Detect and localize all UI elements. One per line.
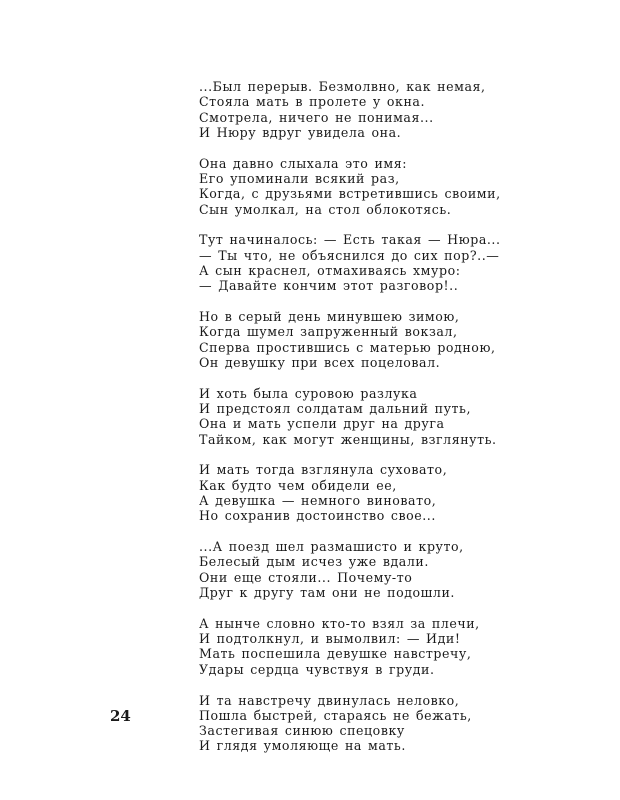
poem-line: Его упоминали всякий раз, <box>199 170 400 186</box>
poem-body <box>199 79 529 769</box>
poem-line: Смотрела, ничего не понимая... <box>199 109 434 125</box>
poem-line: Он девушку при всех поцеловал. <box>199 354 441 370</box>
stanza-2 <box>199 156 529 217</box>
stanza-9 <box>199 693 529 754</box>
poem-line: Удары сердца чувствуя в груди. <box>199 661 435 677</box>
poem-line: Они еще стояли... Почему-то <box>199 569 413 585</box>
poem-line: Но в серый день минувшею зимою, <box>199 309 460 325</box>
poem-line: А девушка — немного виновато, <box>199 493 437 509</box>
stanza-3 <box>199 232 529 293</box>
poem-line: Застегивая синюю спецовку <box>199 723 405 739</box>
poem-line: Как будто чем обидели ее, <box>199 477 397 493</box>
poem-line: Сын умолкал, на стол облокотясь. <box>199 201 452 217</box>
stanza-6 <box>199 462 529 523</box>
poem-line: Когда шумел запруженный вокзал, <box>199 324 458 340</box>
poem-line: Мать поспешила девушке навстречу, <box>199 646 472 662</box>
poem-line: Но сохранив достоинство свое... <box>199 508 436 524</box>
poem-line: ...Был перерыв. Безмолвно, как немая, <box>199 79 486 94</box>
stanza-4 <box>199 309 529 370</box>
poem-line: И мать тогда взглянула суховато, <box>199 462 448 478</box>
poem-line: И та навстречу двинулась неловко, <box>199 692 460 708</box>
poem-line: Пошла быстрей, стараясь не бежать, <box>199 707 472 723</box>
poem-line: — Ты что, не объяснился до сих пор?..— <box>199 247 500 263</box>
poem-line: Стояла мать в пролете у окна. <box>199 94 426 110</box>
poem-line: И предстоял солдатам дальний путь, <box>199 401 472 417</box>
poem-line: Сперва простившись с матерью родною, <box>199 339 496 355</box>
stanza-7 <box>199 539 529 600</box>
poem-line: И Нюру вдруг увидела она. <box>199 124 402 140</box>
poem-line: А нынче словно кто-то взял за плечи, <box>199 615 480 631</box>
stanza-8 <box>199 616 529 677</box>
poem-line: Когда, с друзьями встретившись своими, <box>199 186 501 202</box>
page-number: 24 <box>110 707 131 725</box>
poem-line: Тут начиналось: — Есть такая — Нюра... <box>199 232 501 248</box>
poem-line: Друг к другу там они не подошли. <box>199 585 455 601</box>
poem-line: Белесый дым исчез уже вдали. <box>199 554 429 570</box>
poem-line: — Давайте кончим этот разговор!.. <box>199 278 459 294</box>
poem-line: Она давно слыхала это имя: <box>199 155 408 171</box>
poem-line: И хоть была суровою разлука <box>199 385 418 401</box>
poem-line: А сын краснел, отмахиваясь хмуро: <box>199 262 461 278</box>
poem-line: ...А поезд шел размашисто и круто, <box>199 539 464 555</box>
poem-line: И подтолкнул, и вымолвил: — Иди! <box>199 631 461 647</box>
poem-line: Она и мать успели друг на друга <box>199 416 445 432</box>
stanza-5 <box>199 386 529 447</box>
poem-line: И глядя умоляюще на мать. <box>199 738 406 754</box>
stanza-1 <box>199 79 529 140</box>
poem-line: Тайком, как могут женщины, взглянуть. <box>199 431 497 447</box>
